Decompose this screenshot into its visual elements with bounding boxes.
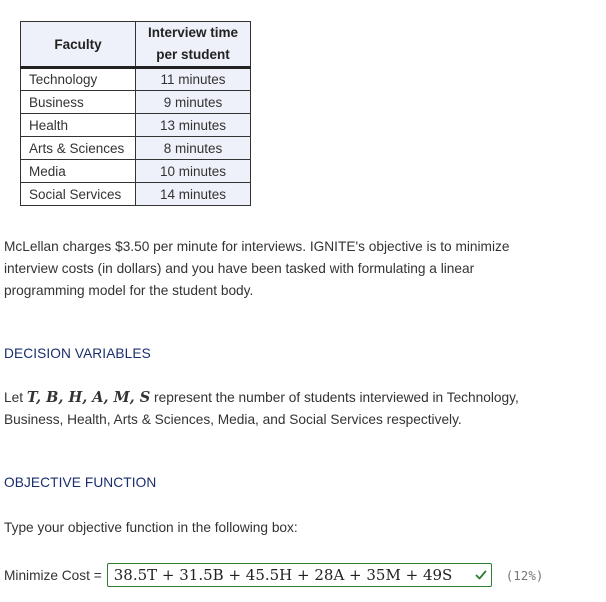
decision-variables-heading: DECISION VARIABLES bbox=[4, 346, 151, 361]
objective-function-input[interactable] bbox=[107, 563, 492, 587]
faculty-cell: Arts & Sciences bbox=[21, 137, 136, 160]
time-cell: 10 minutes bbox=[136, 160, 251, 183]
faculty-cell: Business bbox=[21, 91, 136, 114]
table-header-row bbox=[21, 22, 251, 68]
header-time-line1: Interview time bbox=[147, 25, 239, 40]
decision-variables-paragraph bbox=[4, 387, 544, 431]
intro-paragraph: McLellan charges $3.50 per minute for interviews. IGNITE's objective is to minimize interview costs (in dollars) and you have been tasked with formulating a linear programming model for the student body. bbox=[4, 239, 510, 298]
time-cell: 8 minutes bbox=[136, 137, 251, 160]
header-time-line2: per student bbox=[156, 47, 230, 62]
time-cell: 14 minutes bbox=[136, 183, 251, 206]
table-row bbox=[21, 160, 251, 183]
objective-prompt: Type your objective function in the following box: bbox=[4, 520, 298, 535]
time-cell: 13 minutes bbox=[136, 114, 251, 137]
faculty-cell: Health bbox=[21, 114, 136, 137]
score-badge: (12%) bbox=[505, 567, 544, 583]
faculty-cell: Social Services bbox=[21, 183, 136, 206]
table-row bbox=[21, 114, 251, 137]
answer-row bbox=[4, 561, 543, 589]
variable-list: T, B, H, A, M, S bbox=[26, 389, 151, 406]
time-cell: 11 minutes bbox=[136, 68, 251, 91]
table-row bbox=[21, 68, 251, 91]
objective-function-value: 38.5T + 31.5B + 45.5H + 28A + 35M + 49S bbox=[113, 566, 453, 584]
check-icon bbox=[475, 569, 487, 581]
let-prefix: Let bbox=[4, 390, 27, 405]
objective-function-heading: OBJECTIVE FUNCTION bbox=[4, 475, 157, 490]
minimize-cost-label: Minimize Cost = bbox=[4, 567, 102, 583]
faculty-cell: Media bbox=[21, 160, 136, 183]
faculty-table bbox=[20, 21, 251, 206]
header-faculty: Faculty bbox=[21, 22, 136, 68]
faculty-cell: Technology bbox=[21, 68, 136, 91]
table-row bbox=[21, 91, 251, 114]
table-row bbox=[21, 137, 251, 160]
let-suffix: represent the number of students interviewed in Technology, Business, Health, Arts & Sciences, Media, and Social Services respectively. bbox=[4, 390, 519, 427]
header-interview-time bbox=[136, 22, 251, 68]
time-cell: 9 minutes bbox=[136, 91, 251, 114]
table-row bbox=[21, 183, 251, 206]
